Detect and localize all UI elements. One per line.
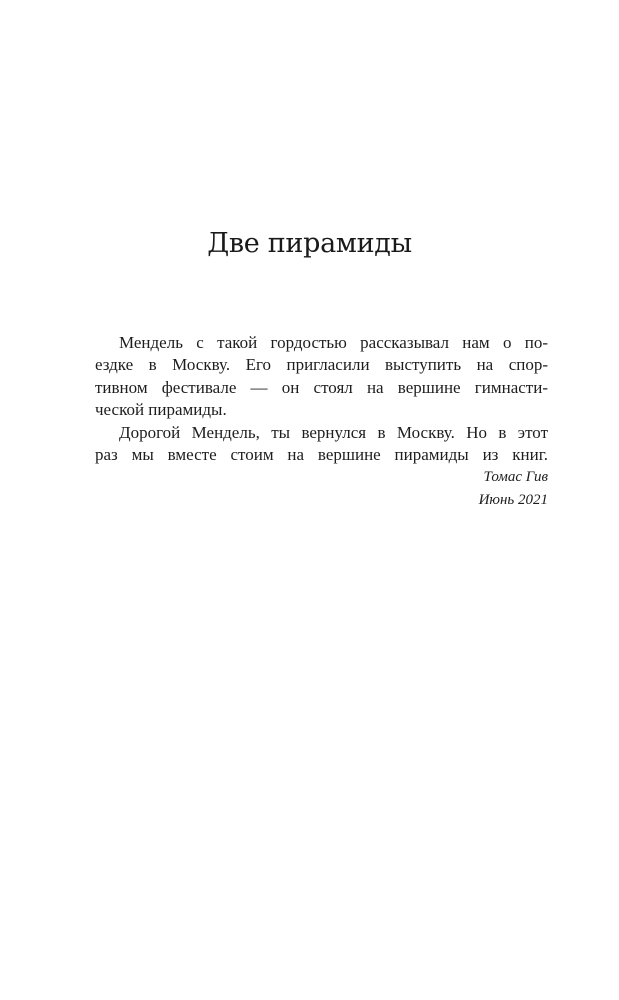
text-line: Мендель с такой гордостью рассказывал нам о по- <box>119 333 548 352</box>
signature-date: Июнь 2021 <box>478 491 548 508</box>
chapter-body <box>95 332 548 511</box>
text-line: раз мы вместе стоим на вершине пирамиды из книг. <box>95 444 548 464</box>
text-line: ческой пирамиды. <box>95 400 227 420</box>
text-line: ездке в Москву. Его пригласили выступить на спор- <box>95 355 548 375</box>
chapter-title: Две пирамиды <box>207 228 412 259</box>
signature-author: Томас Гив <box>483 469 548 486</box>
signature-block <box>95 466 548 511</box>
text-line: тивном фестивале — он стоял на вершине гимнасти- <box>95 377 548 397</box>
text-line: Дорогой Мендель, ты вернулся в Москву. Но в этот <box>119 422 548 442</box>
paragraph-1 <box>95 332 548 422</box>
paragraph-2 <box>95 422 548 467</box>
